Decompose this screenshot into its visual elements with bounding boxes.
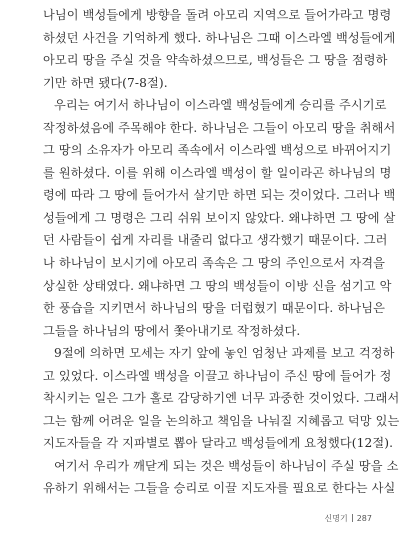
text-line: 지도자들을 각 지파별로 뽑아 달라고 백성들에게 요청했다(12절). (43, 436, 394, 451)
text-line: 나님이 백성들에게 방향을 돌려 아모리 지역으로 들어가라고 명령 (43, 8, 392, 22)
text-line: 령에 따라 그 땅에 들어가서 살기만 하면 되는 것이었다. 그러나 백 (43, 188, 396, 203)
text-line: 상실한 상태였다. 왜냐하면 그 땅의 백성들이 이방 신을 섬기고 악 (43, 278, 392, 293)
page-number: 287 (356, 514, 372, 523)
text-line: 나 하나님이 보시기에 아모리 족속은 그 땅의 주인으로서 자격을 (43, 256, 385, 271)
text-line: 를 원하셨다. 이를 위해 이스라엘 백성이 할 일이라곤 하나님의 명 (43, 165, 392, 180)
text-line: 한 풍습을 지키면서 하나님의 땅을 더럽혔기 때문이다. 하나님은 (43, 301, 385, 316)
text-line: 성들에게 그 명령은 그리 쉬워 보이지 않았다. 왜냐하면 그 땅에 살 (43, 210, 396, 225)
text-line: 여기서 우리가 깨닫게 되는 것은 백성들이 하나님이 주실 땅을 소 (54, 458, 399, 473)
text-line: 기만 하면 됐다(7-8절). (43, 75, 168, 90)
footer-divider (352, 514, 353, 522)
text-line: 유하기 위해서는 그들을 승리로 이끌 지도자를 필요로 한다는 사실 (43, 481, 396, 496)
text-line: 아모리 땅을 주실 것을 약속하셨으므로, 백성들은 그 땅을 점령하 (43, 53, 388, 68)
body-text (43, 4, 400, 500)
text-line: 착시키는 일은 그가 홀로 감당하기엔 너무 과중한 것이었다. 그래서 (43, 391, 400, 406)
text-line: 9절에 의하면 모세는 자기 앞에 놓인 엄청난 과제를 보고 걱정하 (54, 346, 395, 361)
text-line: 그들을 하나님의 땅에서 쫓아내기로 작정하셨다. (43, 323, 301, 338)
text-line: 그 땅의 소유자가 아모리 족속에서 이스라엘 백성으로 바뀌어지기 (43, 143, 392, 158)
page-footer (325, 513, 372, 524)
text-line: 던 사람들이 쉽게 자리를 내줄리 없다고 생각했기 때문이다. 그러 (43, 233, 388, 248)
text-line: 작정하셨음에 주목해야 한다. 하나님은 그들이 아모리 땅을 취해서 (43, 120, 396, 135)
text-line: 그는 함께 어려운 일을 논의하고 책임을 나눠질 지혜롭고 덕망 있는 (43, 413, 400, 428)
text-line: 하셨던 사건을 기억하게 했다. 하나님은 그때 이스라엘 백성들에게 (43, 30, 396, 45)
text-line: 우리는 여기서 하나님이 이스라엘 백성들에게 승리를 주시기로 (54, 98, 387, 113)
running-footer-section: 신명기 (324, 514, 348, 523)
text-line: 고 있었다. 이스라엘 백성을 이끌고 하나님이 주신 땅에 들어가 정 (43, 368, 392, 383)
